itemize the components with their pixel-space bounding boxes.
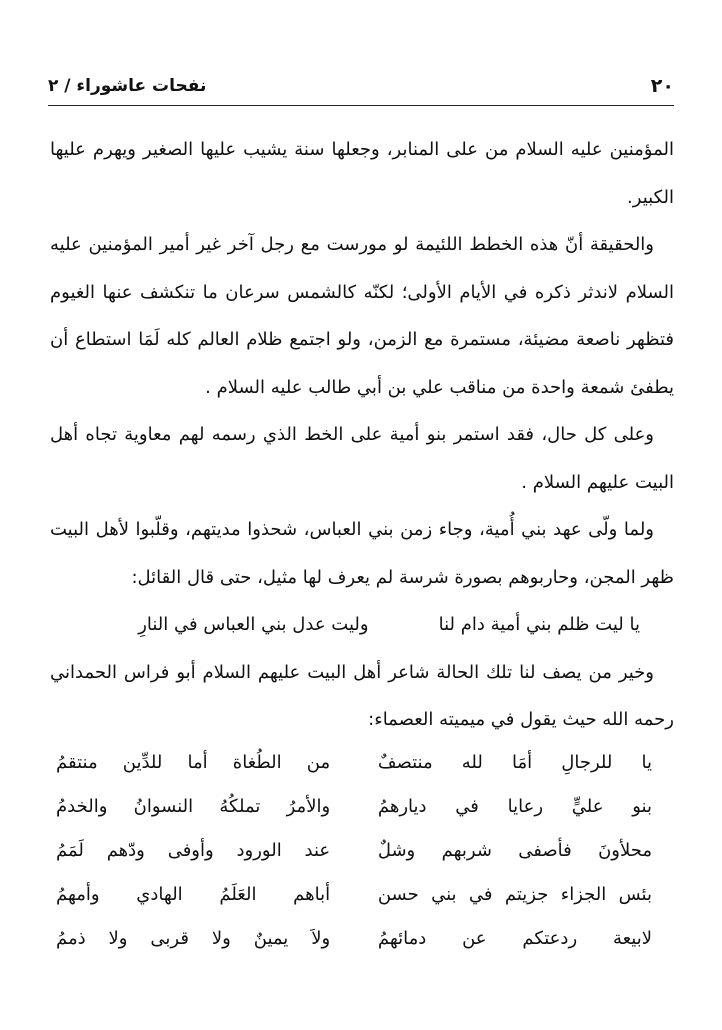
verse-second-hemistich: وليت عدل بني العباس في النارِ	[138, 614, 369, 635]
first-hemistich: لابيعة ردعتكم عن دمائهمُ	[377, 927, 652, 949]
second-hemistich: عند الورود وأوفى ودّهم لَمَمُ	[56, 839, 331, 861]
poem-line	[56, 872, 652, 916]
poem-line	[56, 916, 652, 960]
quoted-verse	[50, 601, 674, 649]
first-hemistich: يا للرجالِ أمَا لله منتصفٌ	[377, 751, 652, 773]
verse-first-hemistich: يا ليت ظلم بني أمية دام لنا	[438, 614, 640, 635]
second-hemistich: ولاَ يمينٌ ولا قربى ولا ذممُ	[56, 927, 331, 949]
second-hemistich: من الطُغاة أما للدِّين منتقمُ	[56, 751, 331, 773]
poem	[56, 740, 652, 960]
running-title: نفحات عاشوراء / ٢	[48, 76, 207, 96]
poem-line	[56, 828, 652, 872]
paragraph: وعلى كل حال، فقد استمر بنو أمية على الخط الذي رسمه لهم معاوية تجاه أهل البيت عليهم السلام .	[50, 424, 674, 493]
page-header	[48, 66, 674, 106]
first-hemistich: محلأونَ فأصفى شربهم وشلٌ	[377, 839, 652, 861]
poem-line	[56, 784, 652, 828]
paragraph: وخير من يصف لنا تلك الحالة شاعر أهل البيت عليهم السلام أبو فراس الحمداني رحمه الله حيث يقول في ميميته العصماء:	[50, 661, 674, 730]
second-hemistich: أباهم العَلَمُ الهادي وأمهمُ	[56, 883, 331, 905]
poem-line	[56, 740, 652, 784]
first-hemistich: بنو عليٍّ رعايا في ديارهمُ	[377, 795, 652, 817]
paragraph: المؤمنين عليه السلام من على المنابر، وجعلها سنة يشيب عليها الصغير ويهرم عليها الكبير.	[50, 139, 674, 208]
paragraph: والحقيقة أنّ هذه الخطط اللئيمة لو مورست مع رجل آخر غير أمير المؤمنين عليه السلام لاندثر ذكره في الأيام الأولى؛ لكنّه كالشمس سرعان ما تنكشف عنها الغيوم فتظهر ناصعة مضيئة، مستمرة مع الزمن، ولو اجتمع ظلام العالم كله لَمَا استطاع أن يطفئ شمعة واحدة من مناقب علي بن أبي طالب عليه السلام .	[50, 234, 674, 398]
first-hemistich: بئس الجزاء جزيتم في بني حسن	[377, 883, 652, 905]
header-rule	[48, 105, 674, 106]
page-number: ٢٠	[650, 75, 674, 97]
paragraph: ولما ولّى عهد بني أُمية، وجاء زمن بني العباس، شحذوا مديتهم، وقلّبوا لأهل البيت ظهر المجن، وحاربوهم بصورة شرسة لم يعرف لها مثيل، حتى قال القائل:	[50, 519, 674, 588]
body-text	[50, 126, 674, 744]
second-hemistich: والأمرُ تملكُهُ النسوانُ والخدمُ	[56, 795, 331, 817]
